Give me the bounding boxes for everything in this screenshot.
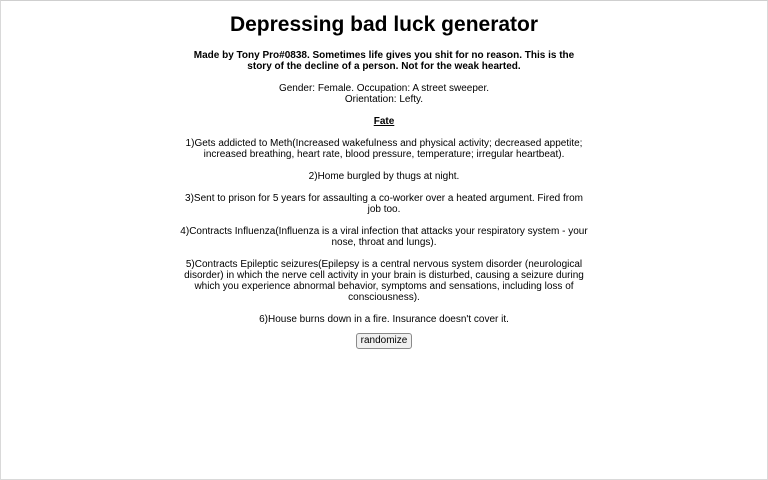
intro-text: Made by Tony Pro#0838. Sometimes life gives you shit for no reason. This is the story of the decline of a person. Not for the weak hearted. xyxy=(193,50,575,72)
fate-item-4: 4)Contracts Influenza(Influenza is a viral infection that attacks your respiratory system - your nose, throat and lungs). xyxy=(180,226,588,248)
button-row xyxy=(174,330,594,349)
fate-item-6: 6)House burns down in a fire. Insurance doesn't cover it. xyxy=(259,314,509,325)
fate-list xyxy=(174,138,594,325)
page-title: Depressing bad luck generator xyxy=(229,13,539,36)
page-content xyxy=(174,13,594,349)
fate-item-5: 5)Contracts Epileptic seizures(Epilepsy is a central nervous system disorder (neurological disorder) in which the nerve cell activity in your brain is disturbed, causing a seizure during which you experience abnormal behavior, symptoms and sensations, including loss of consciousness). xyxy=(184,259,584,303)
bio-orientation: Orientation: Lefty. xyxy=(344,94,424,105)
fate-item-1: 1)Gets addicted to Meth(Increased wakefulness and physical activity; decreased appetite; increased breathing, heart rate, blood pressure, temperature; irregular heartbeat). xyxy=(185,138,583,160)
bio xyxy=(174,83,594,105)
bio-gender-occupation: Gender: Female. Occupation: A street sweeper. xyxy=(278,83,490,94)
randomize-button[interactable]: randomize xyxy=(356,333,413,349)
fate-item-2: 2)Home burgled by thugs at night. xyxy=(308,171,460,182)
fate-heading: Fate xyxy=(373,116,395,127)
fate-item-3: 3)Sent to prison for 5 years for assaulting a co-worker over a heated argument. Fired from job too. xyxy=(185,193,583,215)
